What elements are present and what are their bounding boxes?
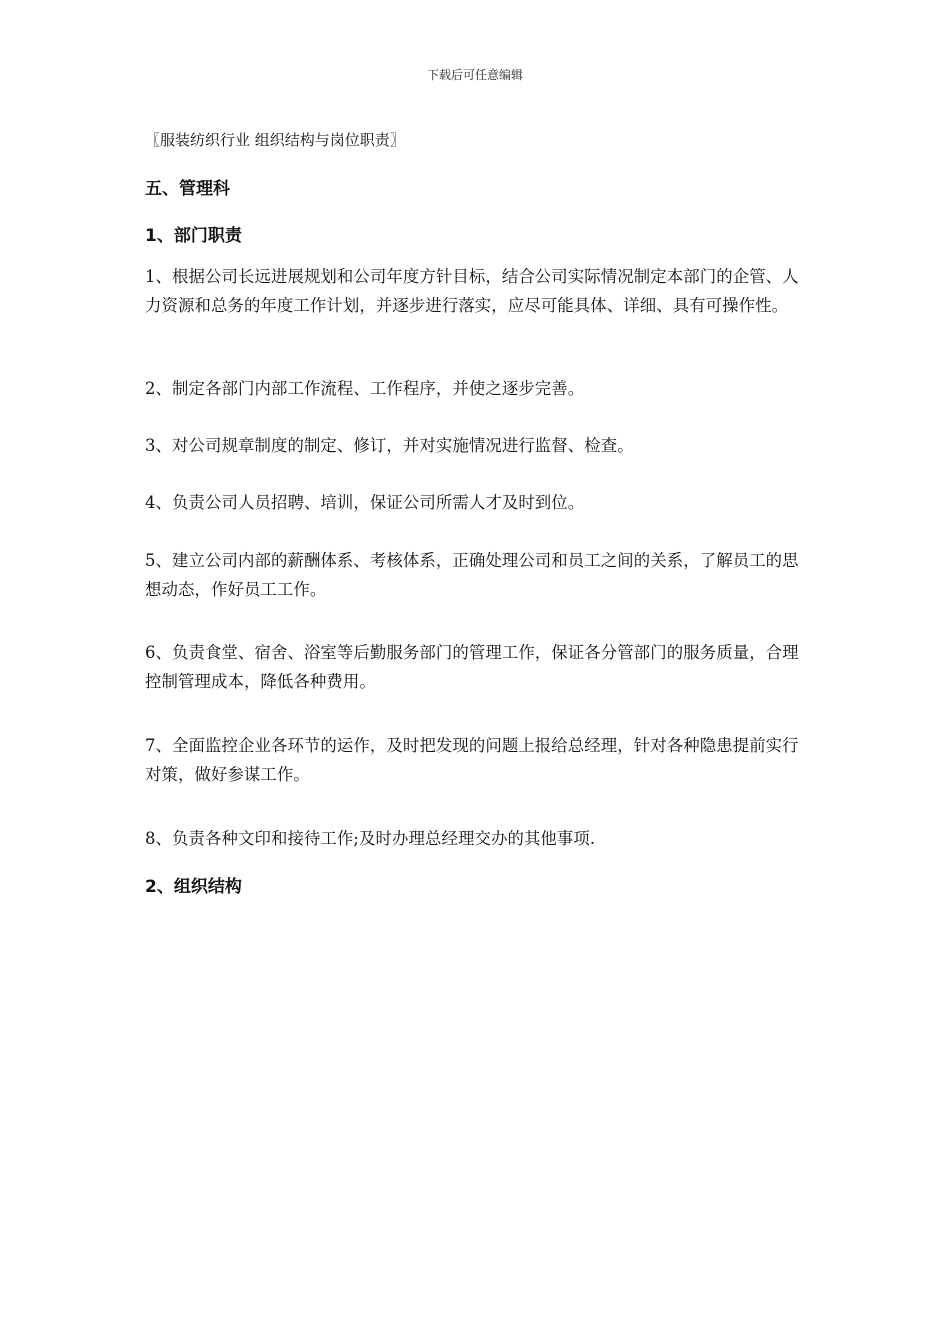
page-header-note: 下载后可任意编辑	[426, 68, 523, 82]
subsection-title-duties: 1、部门职责	[145, 226, 242, 246]
duty-item: 1、根据公司长远进展规划和公司年度方针目标，结合公司实际情况制定本部门的企管、人力资源和总务的年度工作计划，并逐步进行落实，应尽可能具体、详细、具有可操作性。	[145, 267, 799, 315]
duty-item: 3、对公司规章制度的制定、修订，并对实施情况进行监督、检查。	[145, 436, 634, 455]
duty-item: 6、负责食堂、宿舍、浴室等后勤服务部门的管理工作，保证各分管部门的服务质量，合理控制管理成本，降低各种费用。	[145, 643, 799, 691]
duty-item: 2、制定各部门内部工作流程、工作程序，并使之逐步完善。	[145, 379, 585, 398]
subsection-title-structure: 2、组织结构	[145, 877, 242, 897]
section-title: 五、管理科	[145, 179, 230, 199]
duty-item: 4、负责公司人员招聘、培训，保证公司所需人才及时到位。	[145, 493, 585, 512]
duty-item: 7、全面监控企业各环节的运作，及时把发现的问题上报给总经理，针对各种隐患提前实行对策，做好参谋工作。	[145, 736, 799, 784]
document-subtitle: 〖服装纺织行业 组织结构与岗位职责〗	[145, 131, 405, 149]
duty-item: 5、建立公司内部的薪酬体系、考核体系，正确处理公司和员工之间的关系，了解员工的思想动态，作好员工工作。	[145, 551, 799, 599]
duty-item: 8、负责各种文印和接待工作;及时办理总经理交办的其他事项.	[145, 829, 596, 848]
